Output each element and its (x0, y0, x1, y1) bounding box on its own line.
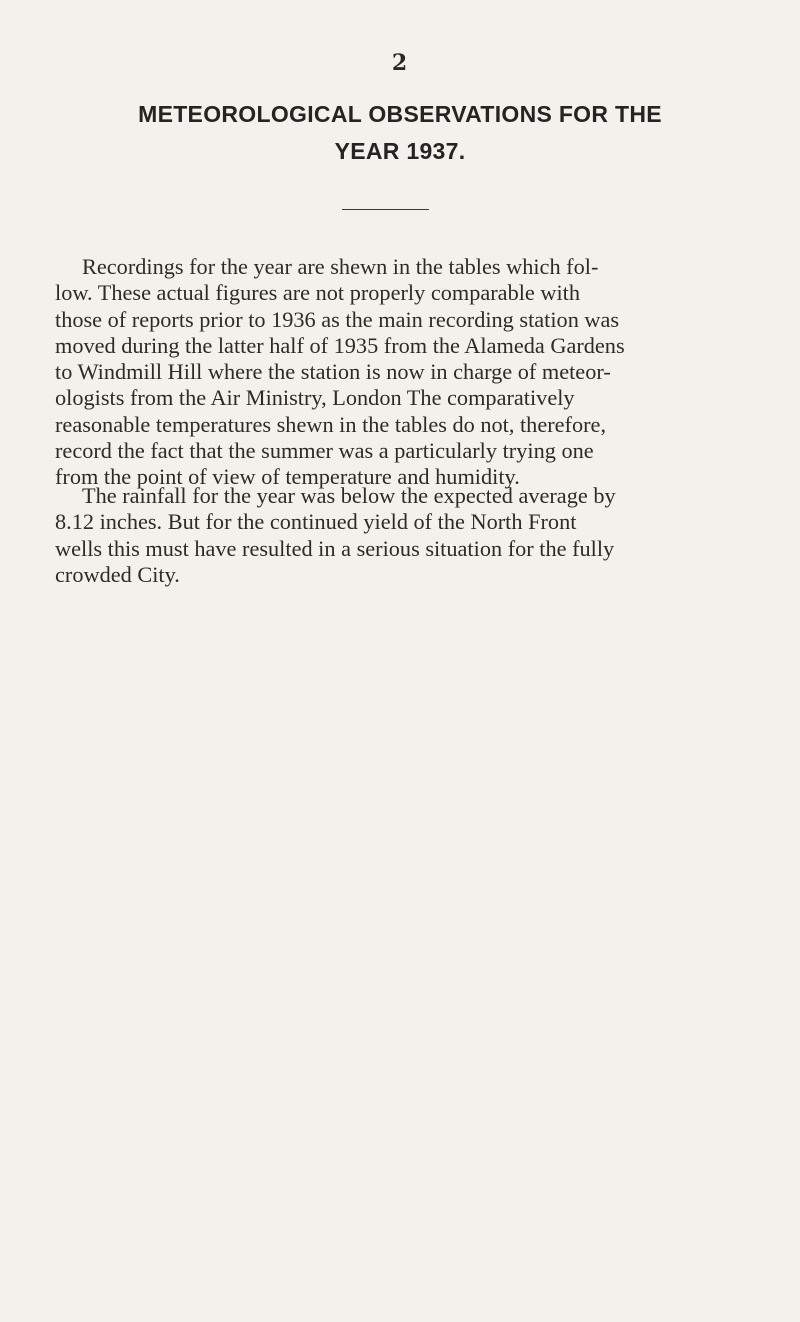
title-line-1: METEOROLOGICAL OBSERVATIONS FOR THE (138, 101, 662, 127)
paragraph-rainfall (55, 483, 776, 588)
paragraph-1-line-2: low. These actual figures are not properly comparable with (55, 280, 581, 306)
paragraph-recordings (55, 254, 776, 491)
paragraph-2-line-3: wells this must have resulted in a serious situation for the fully (55, 535, 615, 561)
paragraph-1-line-8: record the fact that the summer was a particularly trying one (55, 438, 594, 464)
paragraph-1-line-4: moved during the latter half of 1935 from the Alameda Gardens (55, 332, 625, 358)
paragraph-1-line-7: reasonable temperatures shewn in the tables do not, therefore, (55, 411, 607, 437)
paragraph-2-line-1: The rainfall for the year was below the expected average by (82, 483, 616, 508)
paragraph-1-line-6: ologists from the Air Ministry, London The comparatively (55, 385, 575, 411)
paragraph-1-line-9: from the point of view of temperature and humidity. (55, 464, 520, 490)
paragraph-2-line-4: crowded City. (55, 561, 180, 587)
paragraph-1-line-3: those of reports prior to 1936 as the main recording station was (55, 306, 620, 332)
title-line-2: YEAR 1937. (334, 138, 466, 164)
title-divider (342, 209, 429, 210)
paragraph-1-line-1: Recordings for the year are shewn in the tables which fol- (82, 254, 599, 279)
paragraph-1-line-5: to Windmill Hill where the station is now in charge of meteor- (55, 359, 611, 385)
paragraph-2-line-2: 8.12 inches. But for the continued yield of the North Front (55, 509, 577, 535)
page-title (60, 96, 740, 170)
page-number: 2 (391, 50, 409, 76)
